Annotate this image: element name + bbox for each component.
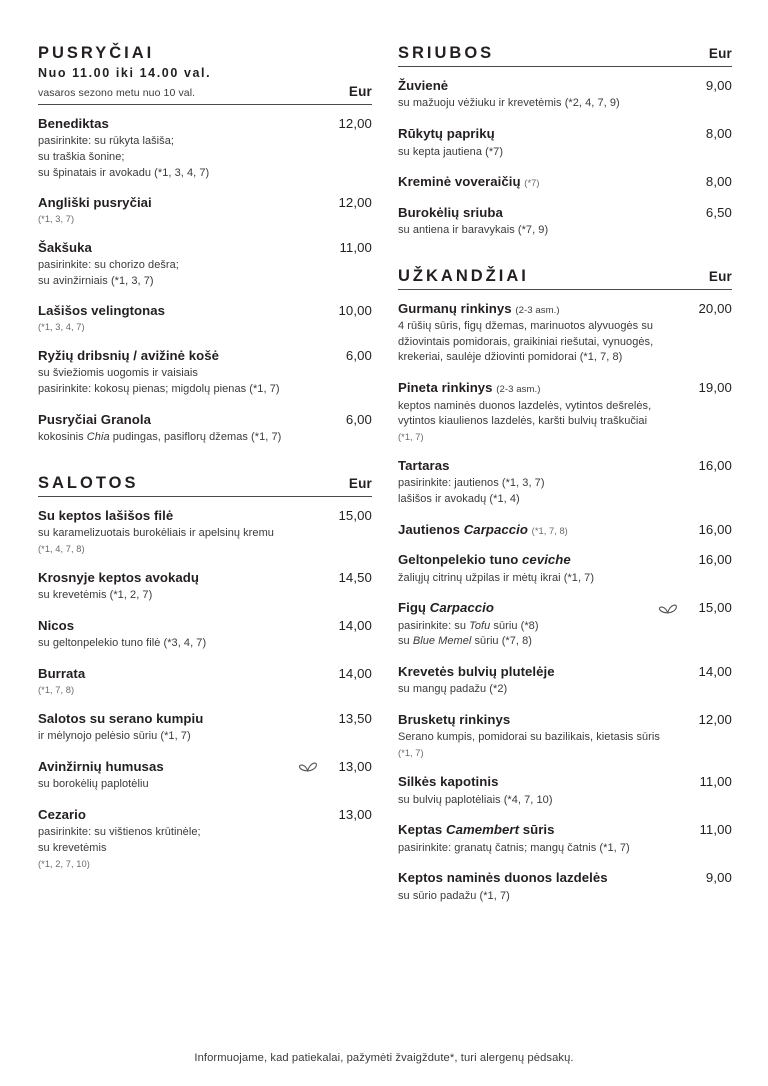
menu-item-main: [38, 759, 298, 793]
section-header-left: [38, 474, 138, 493]
section-divider: [398, 66, 732, 67]
section-divider: [398, 289, 732, 290]
section-header-uzkandziai: [398, 267, 732, 289]
menu-item[interactable]: [38, 508, 372, 556]
menu-item-main: [38, 195, 328, 226]
menu-item-name: Krevetės bulvių plutelėje: [398, 663, 555, 679]
menu-item-name: Salotos su serano kumpiu: [38, 710, 204, 726]
menu-item-description: pasirinkite: su chorizo dešra; su avinžirniais (*1, 3, 7): [38, 259, 179, 287]
menu-item-price: 11,00: [699, 774, 732, 790]
menu-section-pusryciai: [38, 44, 372, 446]
menu-item-portion: (2-3 asm.): [496, 384, 541, 396]
menu-item-main: [398, 126, 688, 160]
menu-item-description: pasirinkite: su Tofu sūriu (*8) su Blue Memel sūriu (*7, 8): [398, 619, 539, 648]
menu-item-main: [398, 600, 658, 650]
menu-item-description: kokosinis Chia pudingas, pasiflorų džemas (*1, 7): [38, 431, 282, 444]
menu-item-right: [688, 712, 732, 727]
menu-item-name: Benediktas: [38, 115, 109, 131]
menu-item-allergens: (*1, 7): [398, 431, 424, 442]
menu-item[interactable]: [398, 174, 732, 191]
menu-item[interactable]: [38, 412, 372, 446]
menu-item-right: [688, 458, 732, 473]
menu-item-description: pasirinkite: su vištienos krūtinėle; su krevetėmis: [38, 826, 201, 854]
menu-item-right: [328, 116, 372, 131]
section-note: vasaros sezono metu nuo 10 val.: [38, 87, 196, 100]
menu-item-description: su šviežiomis uogomis ir vaisiais pasirinkite: kokosų pienas; migdolų pienas (*1, 7): [38, 367, 280, 396]
menu-item-description: su karamelizuotais burokėliais ir apelsinų kremu: [38, 527, 274, 540]
menu-item-price: 12,00: [698, 711, 732, 727]
menu-item-allergens: (*1, 7, 8): [38, 684, 75, 695]
menu-item-name: Gurmanų rinkinys (2-3 asm.): [398, 300, 560, 316]
menu-item-description: su krevetėmis (*1, 2, 7): [38, 589, 153, 602]
menu-item-description: ir mėlynojo pelėsio sūriu (*1, 7): [38, 730, 191, 743]
menu-item-price: 11,00: [699, 822, 732, 838]
menu-section-sriubos: [398, 44, 732, 239]
menu-item-allergens: (*7): [524, 178, 540, 189]
menu-item-price: 11,00: [339, 239, 372, 255]
section-header-left: [398, 267, 529, 286]
menu-item-description: su mažuoju vėžiuku ir krevetėmis (*2, 4, 7, 9): [398, 97, 620, 110]
menu-item-description: su sūrio padažu (*1, 7): [398, 889, 510, 902]
menu-item-description: pasirinkite: jautienos (*1, 3, 7) lašišos ir avokadų (*1, 4): [398, 477, 545, 505]
currency-label: Eur: [348, 475, 372, 491]
menu-item[interactable]: [398, 301, 732, 366]
menu-item-price: 16,00: [698, 521, 732, 537]
menu-item-right: [688, 664, 732, 679]
menu-item-description: keptos naminės duonos lazdelės, vytintos dešrelės, vytintos kiaulienos lazdelės, karšti bulvių traškučiai: [398, 399, 652, 428]
menu-item-right: [688, 380, 732, 395]
menu-item-allergens: (*1, 3, 7): [38, 213, 75, 224]
menu-item-name: Burokėlių sriuba: [398, 204, 503, 220]
menu-item-allergens: (*1, 7, 8): [531, 525, 568, 536]
menu-item-name: Krosnyje keptos avokadų: [38, 569, 199, 585]
menu-item[interactable]: [398, 380, 732, 444]
menu-item-price: 9,00: [705, 870, 732, 886]
menu-item-main: [398, 664, 688, 698]
menu-item-description: su borokėlių paplotėliu: [38, 778, 149, 791]
menu-item-description: žaliųjų citrinų užpilas ir mėtų ikrai (*1, 7): [398, 571, 595, 584]
menu-item-right: [298, 759, 372, 774]
menu-item-price: 6,00: [345, 347, 372, 363]
menu-columns: [38, 44, 730, 918]
section-subtitle: Nuo 11.00 iki 14.00 val.: [38, 65, 212, 80]
menu-item-right: [688, 870, 732, 885]
menu-item-name: Brusketų rinkinys: [398, 711, 511, 727]
menu-item-right: [688, 822, 732, 837]
menu-item-description: su geltonpelekio tuno filė (*3, 4, 7): [38, 637, 207, 650]
section-title: SALOTOS: [38, 473, 139, 492]
menu-item-main: [398, 174, 688, 191]
menu-item-main: [398, 552, 688, 586]
menu-item[interactable]: [398, 712, 732, 760]
menu-item-right: [328, 348, 372, 363]
menu-item-price: 15,00: [698, 600, 732, 616]
menu-item-name: Rūkytų paprikų: [398, 126, 495, 142]
menu-item-allergens: (*1, 7): [398, 748, 424, 759]
menu-item-right: [688, 78, 732, 93]
menu-item-name: Burrata: [38, 666, 86, 682]
menu-item-main: [398, 458, 688, 508]
menu-item-price: 16,00: [698, 552, 732, 568]
menu-item-description: su kepta jautiena (*7): [398, 145, 504, 158]
menu-item-price: 13,50: [338, 710, 372, 726]
menu-item-name: Geltonpelekio tuno ceviche: [398, 552, 571, 568]
menu-item-name: Keptas Camembert sūris: [398, 822, 555, 838]
menu-item[interactable]: [398, 126, 732, 160]
menu-item-main: [398, 870, 688, 904]
section-header-sriubos: [398, 44, 732, 66]
menu-item[interactable]: [38, 666, 372, 697]
menu-item-right: [688, 126, 732, 141]
menu-item-price: 14,50: [338, 569, 372, 585]
menu-item-right: [328, 240, 372, 255]
menu-item-price: 12,00: [338, 195, 372, 211]
menu-item-main: [398, 522, 688, 539]
menu-item-right: [328, 303, 372, 318]
menu-item-name: Kreminė voveraičių (*7): [398, 174, 540, 190]
currency-label: Eur: [708, 46, 732, 61]
menu-item-name: Avinžirnių humusas: [38, 758, 164, 774]
menu-item-main: [398, 301, 688, 366]
menu-item-right: [688, 522, 732, 537]
menu-item-allergens: (*1, 4, 7, 8): [38, 543, 85, 554]
section-header-left: [398, 44, 494, 63]
menu-item[interactable]: [38, 303, 372, 334]
section-title: UŽKANDŽIAI: [398, 266, 529, 285]
menu-item-name: Tartaras: [398, 457, 450, 473]
menu-item-main: [398, 822, 688, 856]
menu-section-salotos: [38, 474, 372, 871]
menu-item-main: [38, 240, 328, 290]
menu-item-main: [38, 618, 328, 652]
menu-item-price: 15,00: [338, 507, 372, 523]
menu-item-right: [328, 711, 372, 726]
menu-item-price: 20,00: [698, 300, 732, 316]
menu-item-portion: (2-3 asm.): [515, 304, 560, 316]
menu-item-name: Jautienos Carpaccio (*1, 7, 8): [398, 521, 568, 537]
menu-item-description: pasirinkite: granatų čatnis; mangų čatnis (*1, 7): [398, 841, 630, 854]
menu-item[interactable]: [398, 870, 732, 904]
menu-item-main: [38, 807, 328, 871]
menu-item-name: Nicos: [38, 617, 75, 633]
menu-item[interactable]: [38, 618, 372, 652]
menu-item-right: [328, 195, 372, 210]
menu-item-right: [658, 600, 732, 615]
menu-item-price: 16,00: [698, 457, 732, 473]
menu-item-right: [688, 301, 732, 316]
menu-item-name: Pineta rinkinys (2-3 asm.): [398, 380, 541, 396]
menu-item-main: [398, 712, 688, 760]
menu-column-left: [38, 44, 372, 885]
menu-item-price: 14,00: [338, 666, 372, 682]
menu-item[interactable]: [398, 78, 732, 112]
section-note-row: [38, 84, 372, 104]
menu-item[interactable]: [398, 552, 732, 586]
menu-item[interactable]: [398, 600, 732, 650]
menu-item[interactable]: [38, 807, 372, 871]
menu-item-price: 6,00: [345, 411, 372, 427]
menu-item-main: [38, 303, 328, 334]
menu-item-description: su mangų padažu (*2): [398, 683, 508, 696]
menu-item[interactable]: [38, 195, 372, 226]
menu-item-main: [38, 116, 328, 181]
menu-item-name: Šakšuka: [38, 239, 92, 255]
menu-item[interactable]: [398, 205, 732, 239]
menu-item[interactable]: [398, 774, 732, 808]
menu-item-name: Pusryčiai Granola: [38, 411, 151, 427]
allergen-footer-note: Informuojame, kad patiekalai, pažymėti žvaigždute*, turi alergenų pėdsakų.: [194, 1052, 574, 1064]
menu-item-main: [38, 508, 328, 556]
menu-item-name: Angliški pusryčiai: [38, 195, 152, 211]
vegan-leaf-icon: [658, 601, 678, 615]
menu-item[interactable]: [398, 664, 732, 698]
menu-item-main: [398, 205, 688, 239]
menu-item-right: [688, 774, 732, 789]
menu-item[interactable]: [398, 522, 732, 539]
menu-item[interactable]: [398, 458, 732, 508]
menu-item-name: Lašišos velingtonas: [38, 303, 166, 319]
menu-item-description: pasirinkite: su rūkyta lašiša; su traškia šonine; su špinatais ir avokadu (*1, 3, 4, 7): [38, 135, 210, 179]
section-divider: [38, 104, 372, 105]
menu-item[interactable]: [38, 348, 372, 398]
menu-item-right: [328, 508, 372, 523]
menu-item-main: [38, 412, 328, 446]
menu-item-main: [38, 570, 328, 604]
menu-item-right: [688, 552, 732, 567]
vegan-leaf-icon: [298, 759, 318, 773]
menu-item-description: 4 rūšių sūris, figų džemas, marinuotos alyvuogės su džiovintais pomidorais, graikiniai riešutai, vynuogės, krekeriai, saulėje džiovinti pomidorai (*1, 7, 8): [398, 320, 654, 364]
menu-item-right: [688, 174, 732, 189]
menu-item-price: 14,00: [338, 617, 372, 633]
menu-item-description: su antiena ir baravykais (*7, 9): [398, 224, 549, 237]
menu-section-uzkandziai: [398, 267, 732, 905]
menu-item-allergens: (*1, 3, 4, 7): [38, 321, 85, 332]
section-header-pusryciai: [38, 44, 372, 84]
currency-label: Eur: [708, 268, 732, 284]
menu-item-name: Keptos naminės duonos lazdelės: [398, 870, 608, 886]
menu-item-main: [38, 666, 328, 697]
menu-item-main: [398, 380, 688, 444]
menu-item-price: 8,00: [705, 126, 732, 142]
section-divider: [38, 496, 372, 497]
currency-label: Eur: [348, 84, 372, 100]
menu-item-price: 19,00: [698, 380, 732, 396]
menu-item-name: Silkės kapotinis: [398, 774, 499, 790]
menu-item-name: Cezario: [38, 806, 86, 822]
menu-item-main: [398, 78, 688, 112]
menu-item-right: [328, 618, 372, 633]
section-header-salotos: [38, 474, 372, 496]
section-title: SRIUBOS: [398, 44, 495, 62]
section-title: PUSRYČIAI: [38, 44, 155, 62]
menu-item-price: 6,50: [705, 204, 732, 220]
menu-item-right: [688, 205, 732, 220]
menu-item[interactable]: [38, 759, 372, 793]
menu-item-price: 13,00: [338, 758, 372, 774]
menu-item-allergens: (*1, 2, 7, 10): [38, 858, 90, 869]
menu-item-description: su bulvių paplotėliais (*4, 7, 10): [398, 793, 553, 806]
menu-item-price: 8,00: [705, 174, 732, 190]
section-header-left: [38, 44, 211, 81]
menu-item-main: [38, 711, 328, 745]
menu-item-right: [328, 570, 372, 585]
menu-item-right: [328, 412, 372, 427]
menu-item[interactable]: [38, 570, 372, 604]
menu-item[interactable]: [38, 240, 372, 290]
menu-item-price: 9,00: [705, 77, 732, 93]
menu-item-right: [328, 807, 372, 822]
menu-item-main: [398, 774, 688, 808]
menu-item-name: Figų Carpaccio: [398, 600, 494, 616]
menu-item-name: Su keptos lašišos filė: [38, 507, 174, 523]
menu-item-main: [38, 348, 328, 398]
menu-item-price: 12,00: [338, 115, 372, 131]
menu-item-name: Ryžių dribsnių / avižinė košė: [38, 347, 219, 363]
menu-column-right: [398, 44, 732, 918]
menu-item[interactable]: [38, 711, 372, 745]
menu-item[interactable]: [38, 116, 372, 181]
menu-item-price: 14,00: [698, 663, 732, 679]
menu-item-name: Žuvienė: [398, 77, 449, 93]
menu-item-price: 10,00: [338, 303, 372, 319]
menu-item[interactable]: [398, 822, 732, 856]
menu-item-description: Serano kumpis, pomidorai su bazilikais, kietasis sūris: [398, 731, 660, 744]
menu-item-right: [328, 666, 372, 681]
menu-item-price: 13,00: [338, 806, 372, 822]
